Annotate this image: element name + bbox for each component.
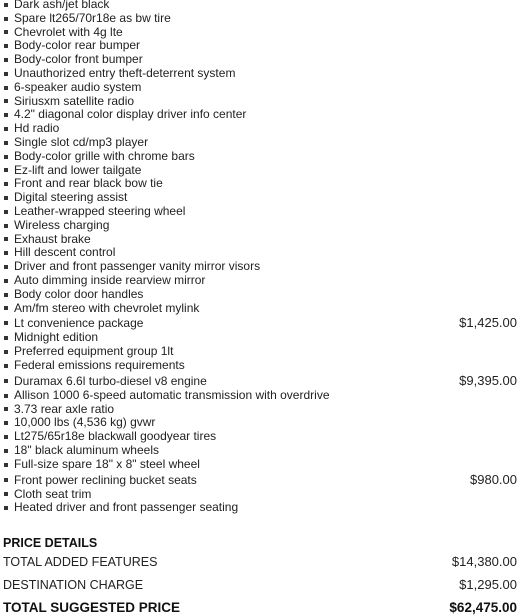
feature-name: Auto dimming inside rearview mirror: [14, 272, 206, 287]
feature-name: Body-color front bumper: [14, 52, 143, 67]
feature-name: Exhaust brake: [14, 231, 91, 246]
feature-name: Hd radio: [14, 121, 60, 136]
feature-name: Wireless charging: [14, 217, 110, 232]
feature-item: [0, 150, 519, 164]
feature-item: [0, 12, 519, 26]
feature-item: [0, 246, 519, 260]
feature-item: [0, 95, 519, 109]
feature-item: [0, 81, 519, 95]
feature-item: [0, 373, 519, 389]
total-added-features-amount: $14,380.00: [451, 554, 517, 569]
feature-item: [0, 302, 519, 316]
feature-item: [0, 458, 519, 472]
feature-name: Federal emissions requirements: [14, 357, 185, 372]
feature-name: Body-color grille with chrome bars: [14, 148, 195, 163]
feature-name: Dark ash/jet black: [14, 0, 110, 11]
feature-name: Lt convenience package: [14, 316, 144, 331]
destination-charge-row: [3, 577, 517, 593]
feature-item: [0, 191, 519, 205]
feature-item: [0, 39, 519, 53]
feature-item: [0, 444, 519, 458]
feature-item: [0, 26, 519, 40]
feature-name: 10,000 lbs (4,536 kg) gvwr: [14, 415, 156, 430]
feature-item: [0, 108, 519, 122]
feature-name: Body color door handles: [14, 286, 144, 301]
feature-name: Unauthorized entry theft-deterrent system: [14, 65, 236, 80]
feature-name: Front and rear black bow tie: [14, 176, 163, 191]
feature-item: [0, 53, 519, 67]
total-suggested-price-amount: $62,475.00: [449, 600, 517, 615]
feature-price: $980.00: [470, 471, 517, 487]
total-suggested-price-row: [3, 600, 517, 616]
feature-item: [0, 389, 519, 403]
feature-item: [0, 122, 519, 136]
feature-item: [0, 164, 519, 178]
feature-name: Lt275/65r18e blackwall goodyear tires: [14, 429, 217, 444]
feature-item: [0, 67, 519, 81]
feature-item: [0, 315, 519, 331]
feature-name: Body-color rear bumper: [14, 38, 141, 53]
feature-item: [0, 359, 519, 373]
price-details-heading: PRICE DETAILS: [3, 536, 98, 550]
feature-item: [0, 205, 519, 219]
feature-name: Front power reclining bucket seats: [14, 472, 197, 487]
feature-name: Allison 1000 6-speed automatic transmission with overdrive: [14, 387, 330, 402]
feature-item: [0, 177, 519, 191]
feature-item: [0, 403, 519, 417]
feature-item: [0, 219, 519, 233]
feature-item: [0, 488, 519, 502]
feature-name: Spare lt265/70r18e as bw tire: [14, 10, 171, 25]
feature-name: 4.2" diagonal color display driver info center: [14, 107, 247, 122]
feature-name: 18" black aluminum wheels: [14, 442, 159, 457]
feature-item: [0, 233, 519, 247]
feature-name: Leather-wrapped steering wheel: [14, 203, 186, 218]
destination-charge-amount: $1,295.00: [459, 577, 517, 592]
feature-name: Driver and front passenger vanity mirror visors: [14, 259, 261, 274]
feature-name: Cloth seat trim: [14, 486, 92, 501]
feature-name: Midnight edition: [14, 330, 99, 345]
feature-name: Duramax 6.6l turbo-diesel v8 engine: [14, 373, 207, 388]
feature-name: 3.73 rear axle ratio: [14, 401, 115, 416]
feature-item: [0, 430, 519, 444]
feature-item: [0, 331, 519, 345]
total-added-features-row: [3, 554, 517, 570]
total-added-features-label: TOTAL ADDED FEATURES: [3, 555, 158, 569]
feature-name: Hill descent control: [14, 245, 116, 260]
feature-price: $9,395.00: [459, 372, 517, 388]
feature-item: [0, 274, 519, 288]
feature-name: Full-size spare 18" x 8" steel wheel: [14, 456, 200, 471]
feature-name: Digital steering assist: [14, 190, 128, 205]
feature-item: [0, 288, 519, 302]
total-suggested-price-label: TOTAL SUGGESTED PRICE: [3, 600, 181, 615]
feature-item: [0, 501, 519, 515]
feature-name: Siriusxm satellite radio: [14, 93, 135, 108]
feature-item: [0, 416, 519, 430]
feature-item: [0, 136, 519, 150]
feature-name: Chevrolet with 4g lte: [14, 24, 123, 39]
feature-name: Ez-lift and lower tailgate: [14, 162, 142, 177]
feature-price: $1,425.00: [459, 315, 517, 331]
feature-item: [0, 472, 519, 488]
destination-charge-label: DESTINATION CHARGE: [3, 578, 144, 592]
feature-name: Am/fm stereo with chevrolet mylink: [14, 300, 200, 315]
feature-name: Preferred equipment group 1lt: [14, 344, 174, 359]
feature-item: [0, 260, 519, 274]
feature-name: 6-speaker audio system: [14, 79, 142, 94]
feature-name: Single slot cd/mp3 player: [14, 134, 149, 149]
feature-name: Heated driver and front passenger seating: [14, 500, 239, 515]
feature-item: [0, 345, 519, 359]
